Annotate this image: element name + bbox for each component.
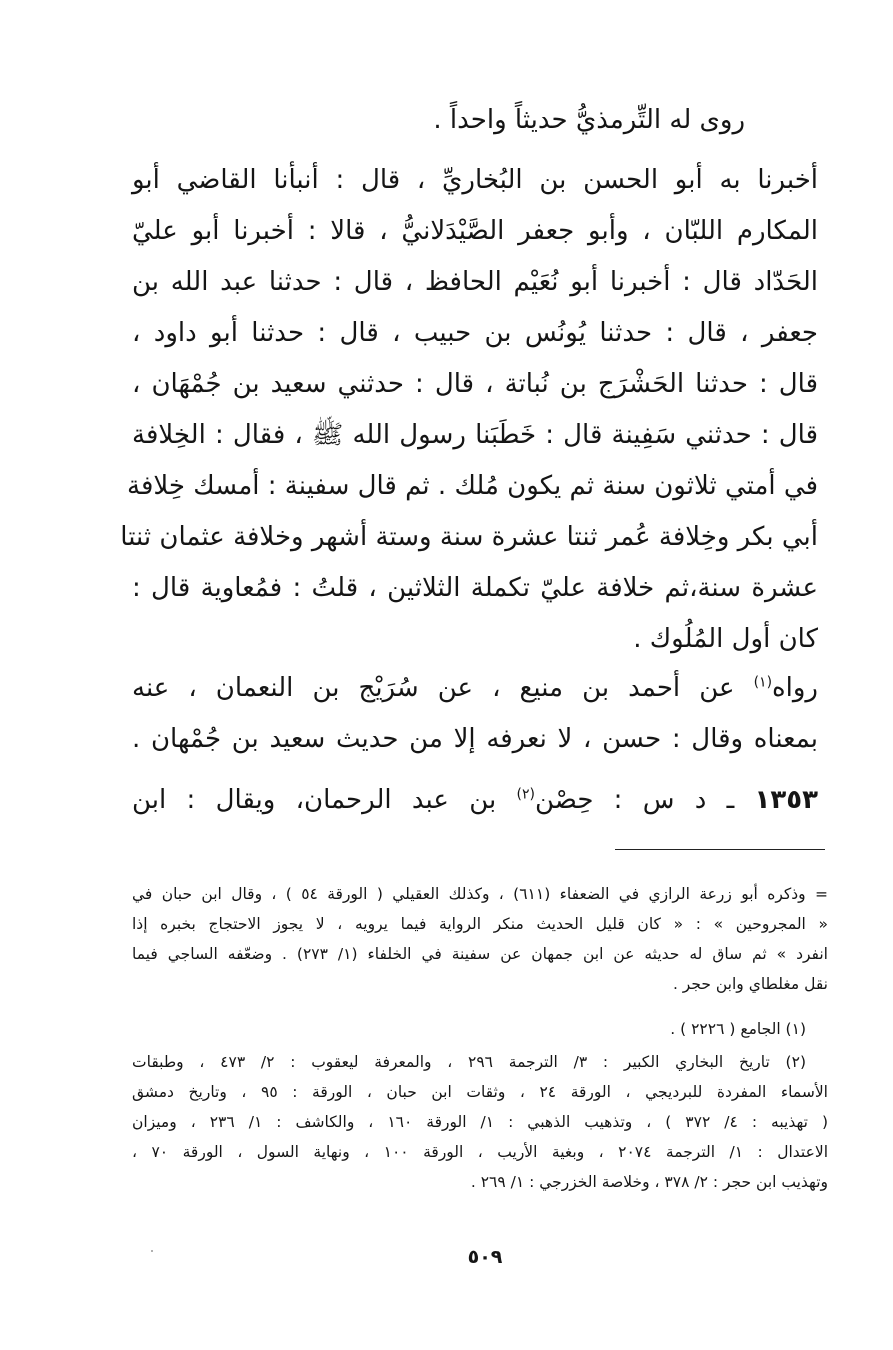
footnote-line: نقل مغلطاي وابن حجر . (672, 975, 828, 993)
body-line: جعفر ، قال : حدثنا يُونُس بن حبيب ، قال : حدثنا أبو داود ، (132, 318, 818, 348)
body-line: بمعناه وقال : حسن ، لا نعرفه إلا من حديث سعيد بن جُمْهان . (132, 724, 818, 754)
body-line: قال : حدثنا الحَشْرَج بن نُباتة ، قال : حدثني سعيد بن جُمْهَان ، (132, 369, 818, 399)
footnote-line: (٢) تاريخ البخاري الكبير : ٣/ الترجمة ٢٩٦ ، والمعرفة ليعقوب : ٢/ ٤٧٣ ، وطبقات (132, 1053, 806, 1071)
footnote-line: (١) الجامع ( ٢٢٢٦ ) . (670, 1020, 806, 1038)
footnote-marker: (١) (753, 674, 773, 691)
body-line: في أمتي ثلاثون سنة ثم يكون مُلك . ثم قال سفينة : أمسك خِلافة (127, 471, 818, 501)
footnote-2 (132, 1047, 828, 1197)
body-line: أبي بكر وخِلافة عُمر ثنتا عشرة سنة وستة أشهر وخلافة عثمان ثنتا (120, 522, 818, 552)
body-line: عشرة سنة،ثم خلافة عليّ تكملة الثلاثين ، قلتُ : فمُعاوية قال : (132, 573, 818, 603)
body-line: قال : حدثني سَفِينة قال : خَطَبَنا رسول الله ﷺ ، فقال : الخِلافة (132, 420, 818, 450)
body-line: كان أول المُلُوك . (633, 624, 818, 654)
entry-number: ١٣٥٣ (754, 785, 818, 815)
hadith-paragraph (120, 155, 818, 665)
footnote-line: الأسماء المفردة للبرديجي ، الورقة ٢٤ ، وثقات ابن حبان ، الورقة : ٩٥ ، وتاريخ دمشق (132, 1083, 828, 1101)
body-text: عن أحمد بن منيع ، عن سُرَيْج بن النعمان ، عنه (132, 673, 754, 703)
footnote-line: = وذكره أبو زرعة الرازي في الضعفاء (٦١١) ، وكذلك العقيلي ( الورقة ٥٤ ) ، وقال ابن حبان في (132, 885, 828, 903)
intro-line (400, 95, 745, 146)
footnote-line: انفرد » ثم ساق له حديثه عن ابن جمهان عن سفينة في الخلفاء (١/ ٢٧٣) . وضعّفه الساجي فيما (132, 945, 828, 963)
body-line: الحَدّاد قال : أخبرنا أبو نُعَيْم الحافظ ، قال : حدثنا عبد الله بن (132, 267, 818, 297)
body-text: رواه (772, 673, 818, 703)
footnote-continuation (132, 879, 828, 999)
narration-paragraph (132, 663, 818, 765)
entry-text: ـ د س : حِصْن (534, 785, 755, 815)
footnote-marker: (٢) (516, 786, 535, 803)
body-line: أخبرنا به أبو الحسن بن البُخاريِّ ، قال : أنبأنا القاضي أبو (132, 165, 818, 195)
body-line (132, 663, 818, 714)
body-line: روى له التِّرمذيُّ حديثاً واحداً . (433, 105, 745, 135)
footnote-line: الاعتدال : ١/ الترجمة ٢٠٧٤ ، وبغية الأريب ، الورقة ١٠٠ ، ونهاية السول ، الورقة ٧٠ ، (132, 1143, 829, 1161)
footnote-separator (615, 849, 825, 850)
entry-text: بن عبد الرحمان، ويقال : ابن (132, 785, 517, 815)
body-line: المكارم اللبّان ، وأبو جعفر الصَّيْدَلانيُّ ، قالا : أخبرنا أبو عليّ (132, 216, 818, 246)
paper-speck (151, 1250, 153, 1252)
footnote-1 (132, 1014, 828, 1044)
footnote-line: وتهذيب ابن حجر : ٢/ ٣٧٨ ، وخلاصة الخزرجي : ١/ ٢٦٩ . (470, 1173, 828, 1191)
footnote-line: « المجروحين » : « كان قليل الحديث منكر الرواية فيما يرويه ، لا يجوز الاحتجاج بخبره إذا (132, 915, 828, 933)
entry-heading (132, 775, 818, 826)
body-line (132, 775, 818, 826)
page-number: ٥٠٩ (467, 1246, 503, 1268)
footnote-line: ( تهذيبه : ٤/ ٣٧٢ ) ، وتذهيب الذهبي : ١/ الورقة ١٦٠ ، والكاشف : ١/ ٢٣٦ ، وميزان (132, 1113, 829, 1131)
